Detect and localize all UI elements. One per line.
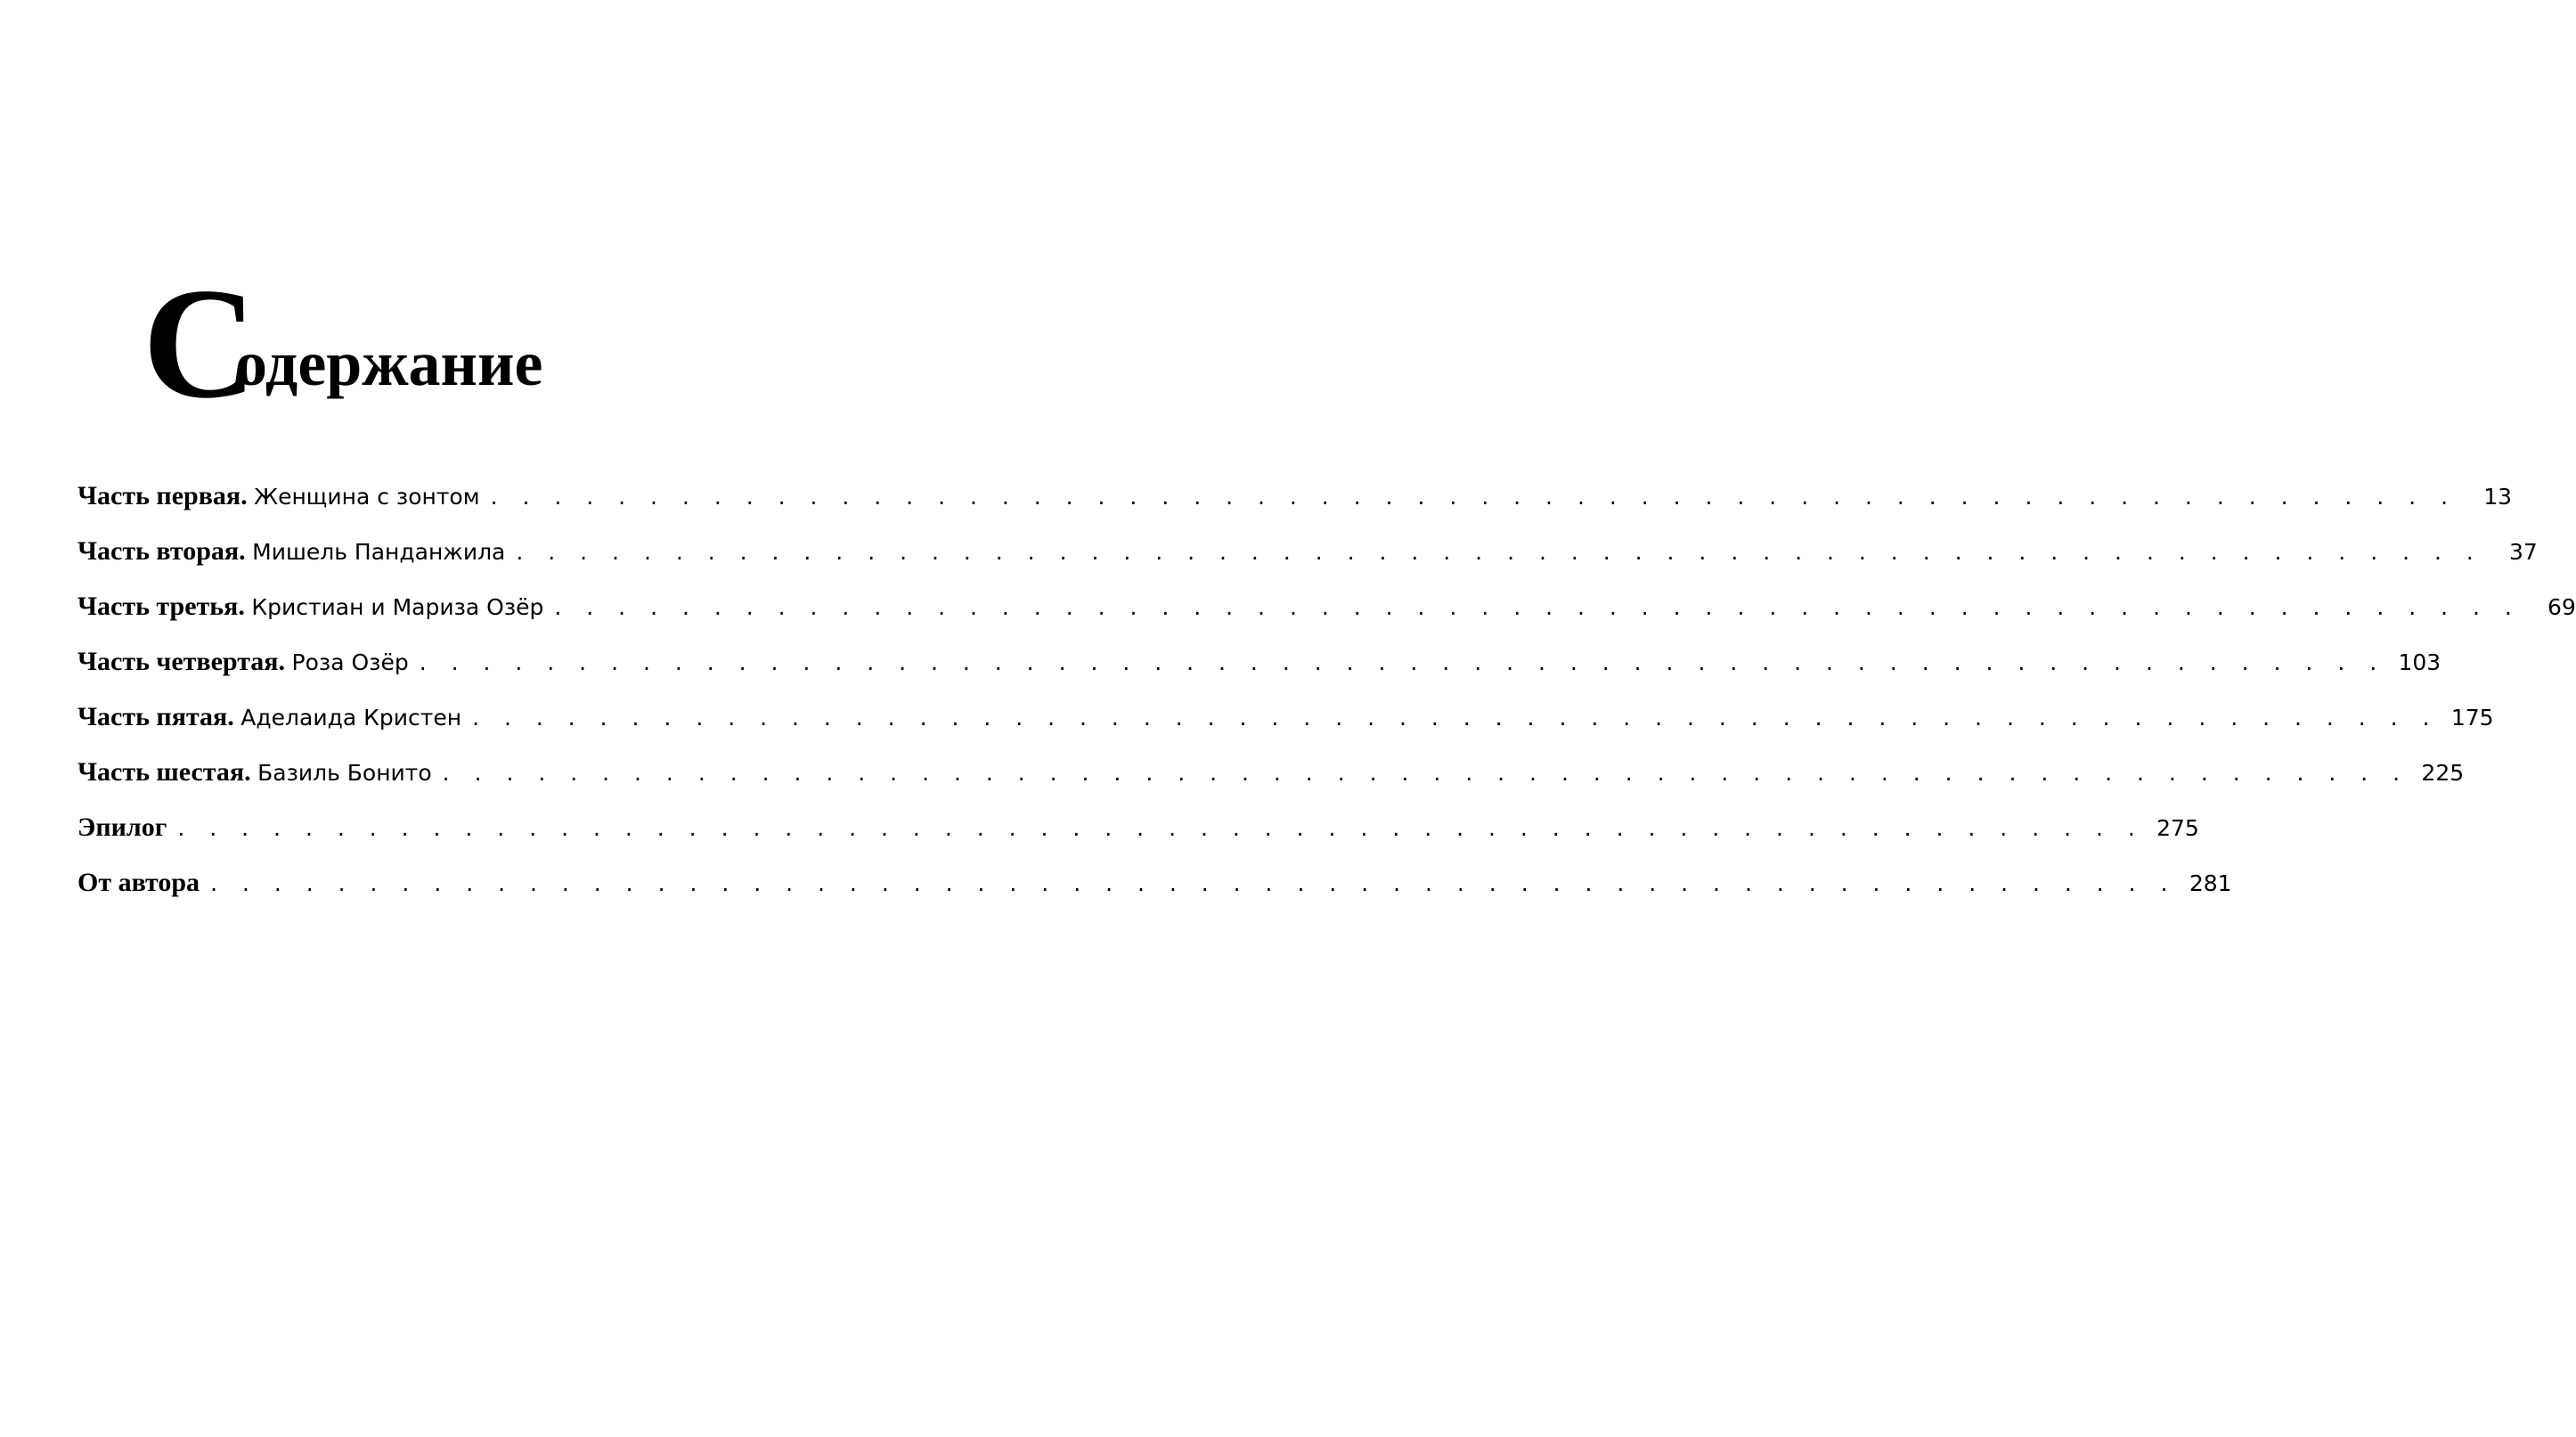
title-drop-cap: С — [143, 255, 257, 431]
toc-dot-leader — [210, 870, 2176, 896]
toc-entry-part-4 — [77, 647, 2441, 702]
toc-page-number: 37 — [2509, 539, 2538, 565]
toc-entry-subtitle: Базиль Бонито — [257, 760, 432, 786]
toc-entry-subtitle: Аделаида Кристен — [240, 705, 462, 731]
table-of-contents — [77, 481, 2576, 923]
toc-entry-part-1 — [77, 481, 2513, 536]
toc-entry-part-6 — [77, 757, 2465, 812]
toc-dot-leader — [472, 705, 2438, 731]
toc-entry-part-2 — [77, 536, 2538, 592]
toc-entry-subtitle: Мишель Панданжила — [252, 539, 506, 565]
toc-entry-label: Часть третья. — [77, 592, 245, 621]
toc-entry-subtitle: Роза Озёр — [291, 649, 409, 675]
toc-page-number: 103 — [2398, 649, 2441, 675]
toc-dot-leader — [177, 815, 2143, 841]
toc-entry-label: Часть шестая. — [77, 757, 251, 787]
toc-entry-label: Часть вторая. — [77, 536, 246, 566]
toc-entry-label: Часть первая. — [77, 481, 248, 510]
toc-entry-part-5 — [77, 702, 2494, 757]
toc-entry-subtitle: Кристиан и Мариза Озёр — [251, 594, 544, 620]
page-title — [143, 255, 606, 431]
toc-page-number: 225 — [2421, 760, 2465, 786]
toc-page-number: 13 — [2483, 484, 2513, 510]
toc-entry-label: Часть четвертая. — [77, 647, 286, 676]
toc-page-number: 281 — [2189, 870, 2232, 896]
toc-page-number: 69 — [2547, 594, 2576, 620]
toc-dot-leader — [420, 649, 2385, 675]
toc-entry-label: От автора — [77, 868, 200, 897]
toc-entry-subtitle: Женщина с зонтом — [254, 484, 480, 510]
toc-entry-part-3 — [77, 592, 2576, 647]
title-text: одержание — [235, 328, 543, 399]
toc-dot-leader — [491, 484, 2457, 510]
toc-entry-epilogue — [77, 812, 2199, 868]
toc-entry-author-note — [77, 868, 2232, 923]
toc-dot-leader — [516, 539, 2482, 565]
toc-dot-leader — [443, 760, 2409, 786]
toc-page-number: 275 — [2156, 815, 2199, 841]
toc-entry-label: Часть пятая. — [77, 702, 234, 731]
toc-entry-label: Эпилог — [77, 812, 167, 842]
toc-page-number: 175 — [2450, 705, 2494, 731]
toc-dot-leader — [554, 594, 2520, 620]
